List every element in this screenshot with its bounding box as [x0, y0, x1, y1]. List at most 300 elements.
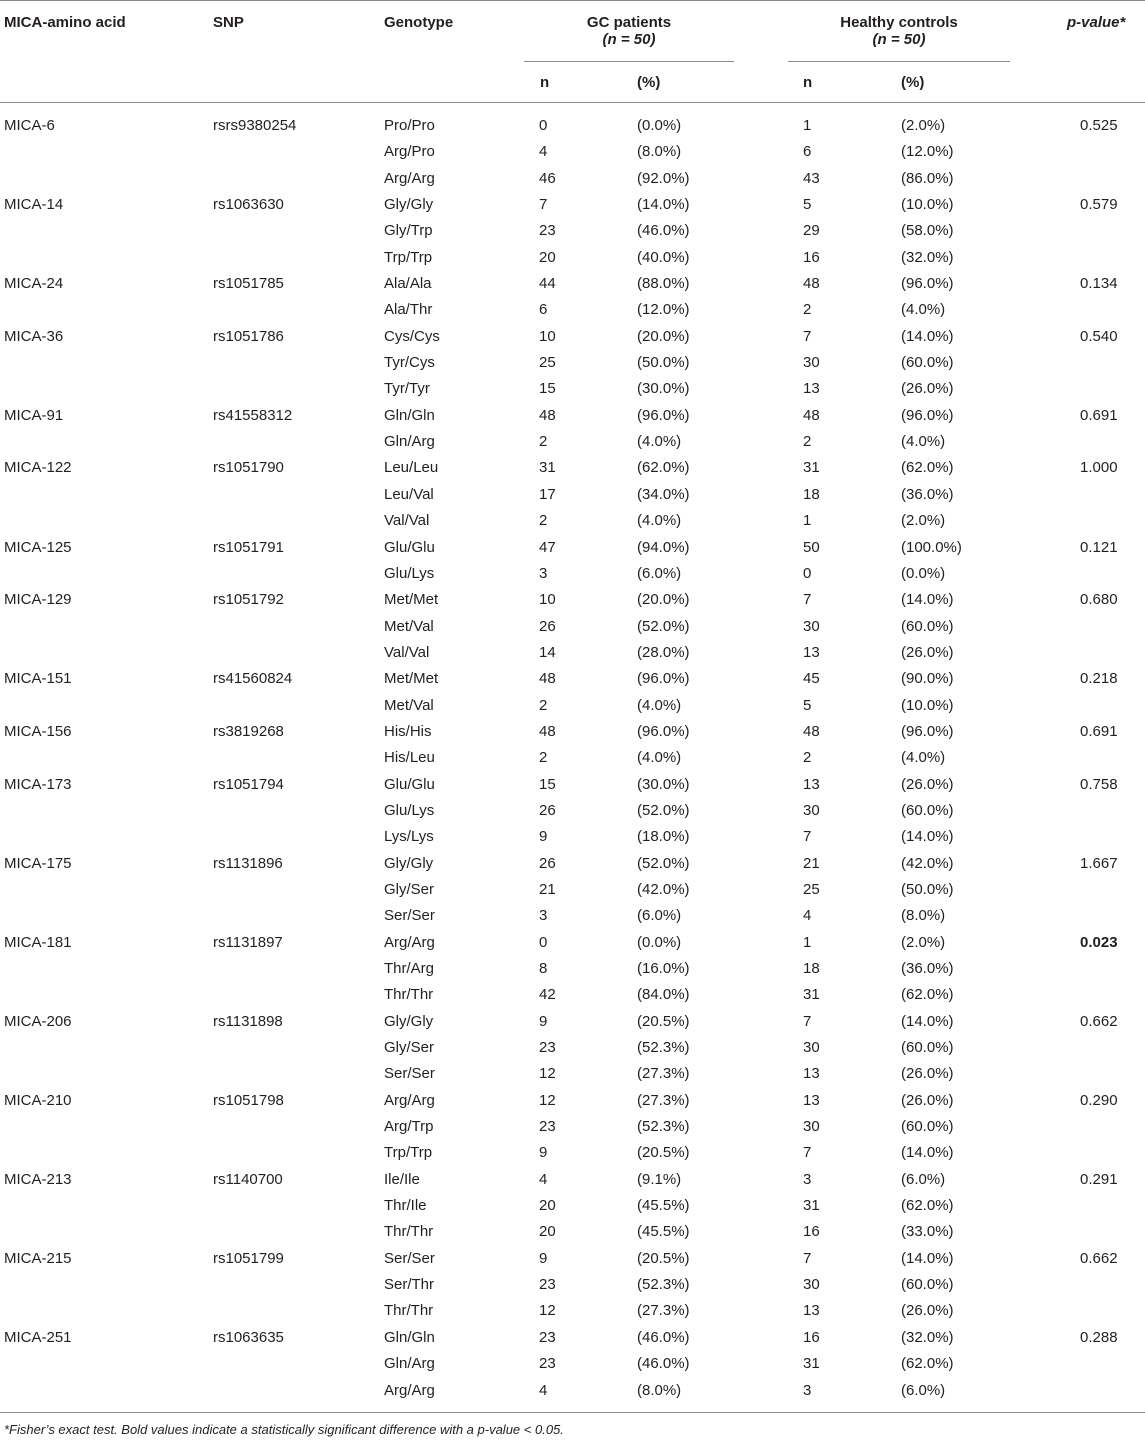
- cell-hc-pct: (26.0%): [901, 1065, 954, 1083]
- cell-gc-n: 6: [539, 301, 548, 319]
- cell-hc-n: 1: [803, 117, 812, 134]
- cell-gc-pct: (45.5%): [637, 1223, 690, 1241]
- cell-hc-pct: (12.0%): [901, 143, 954, 161]
- cell-amino-acid: MICA-251: [4, 1328, 72, 1346]
- cell-amino-acid: MICA-156: [4, 722, 72, 740]
- cell-genotype: Gly/Gly: [384, 1012, 434, 1030]
- cell-gc-pct: (92.0%): [637, 169, 690, 187]
- cell-hc-pct: (4.0%): [901, 749, 946, 767]
- cell-p-value: 0.288: [1080, 1328, 1118, 1346]
- cell-gc-pct: (84.0%): [637, 986, 690, 1004]
- cell-p-value: 0.121: [1080, 538, 1118, 556]
- header-gc-n: (n = 50): [602, 31, 656, 48]
- cell-amino-acid: MICA-173: [4, 775, 72, 793]
- cell-p-value: 1.000: [1080, 459, 1118, 477]
- subheader-hc-pct: (%): [901, 74, 925, 91]
- cell-hc-pct: (32.0%): [901, 248, 954, 266]
- table-row: [0, 535, 1145, 561]
- cell-gc-n: 3: [539, 564, 548, 582]
- cell-gc-n: 2: [539, 749, 548, 767]
- cell-hc-pct: (60.0%): [901, 801, 954, 819]
- cell-gc-n: 48: [539, 722, 556, 740]
- cell-gc-n: 47: [539, 538, 556, 556]
- cell-genotype: Met/Val: [384, 617, 434, 635]
- cell-hc-pct: (33.0%): [901, 1223, 954, 1241]
- cell-hc-pct: (26.0%): [901, 775, 954, 793]
- cell-gc-n: 2: [539, 512, 548, 530]
- cell-gc-pct: (46.0%): [637, 222, 690, 240]
- cell-hc-n: 31: [803, 986, 820, 1004]
- cell-gc-pct: (4.0%): [637, 749, 682, 767]
- cell-hc-n: 48: [803, 406, 820, 424]
- cell-snp: rs41558312: [213, 406, 293, 424]
- cell-gc-n: 9: [539, 828, 548, 846]
- table-row: [0, 1325, 1145, 1351]
- cell-hc-n: 43: [803, 169, 820, 187]
- cell-snp: rs1051792: [213, 591, 284, 609]
- table-row: [0, 1140, 1145, 1166]
- cell-genotype: Ala/Ala: [384, 275, 432, 293]
- cell-hc-pct: (14.0%): [901, 591, 954, 609]
- cell-genotype: Arg/Arg: [384, 933, 435, 951]
- cell-gc-pct: (4.0%): [637, 512, 682, 530]
- cell-hc-pct: (14.0%): [901, 1144, 954, 1162]
- cell-hc-n: 18: [803, 960, 820, 977]
- cell-gc-pct: (6.0%): [637, 907, 682, 925]
- table-row: [0, 113, 1145, 139]
- cell-gc-pct: (96.0%): [637, 670, 690, 688]
- cell-hc-pct: (58.0%): [901, 222, 954, 240]
- cell-snp: rsrs9380254: [213, 117, 297, 134]
- cell-hc-n: 21: [803, 854, 820, 872]
- cell-genotype: Arg/Trp: [384, 1118, 434, 1136]
- cell-gc-n: 20: [539, 1223, 556, 1241]
- header-gc-title: GC patients: [586, 14, 672, 31]
- cell-amino-acid: MICA-213: [4, 1170, 72, 1188]
- cell-hc-n: 1: [803, 933, 812, 951]
- table-row: [0, 324, 1145, 350]
- cell-hc-pct: (4.0%): [901, 433, 946, 451]
- cell-amino-acid: MICA-36: [4, 327, 64, 345]
- subheader-gc-n: n: [540, 74, 550, 91]
- cell-genotype: Thr/Ile: [384, 1197, 427, 1215]
- cell-hc-n: 31: [803, 459, 820, 477]
- cell-hc-pct: (60.0%): [901, 1276, 954, 1294]
- cell-genotype: Trp/Trp: [384, 1144, 433, 1162]
- table-row: [0, 851, 1145, 877]
- cell-genotype: Thr/Thr: [384, 986, 434, 1004]
- table-row: [0, 455, 1145, 481]
- cell-hc-pct: (14.0%): [901, 1012, 954, 1030]
- table-row: [0, 1061, 1145, 1087]
- table-row: [0, 429, 1145, 455]
- cell-gc-pct: (52.3%): [637, 1039, 690, 1057]
- table-row: [0, 982, 1145, 1008]
- cell-gc-n: 3: [539, 907, 548, 925]
- cell-gc-n: 42: [539, 986, 556, 1004]
- cell-hc-pct: (62.0%): [901, 1197, 954, 1215]
- table-top-rule: [0, 0, 1145, 1]
- cell-hc-n: 2: [803, 433, 812, 451]
- subheader-hc-n: n: [803, 74, 813, 91]
- cell-genotype: Gln/Arg: [384, 433, 435, 451]
- cell-hc-pct: (62.0%): [901, 1355, 954, 1373]
- cell-hc-n: 7: [803, 1144, 812, 1162]
- table-row: [0, 1351, 1145, 1377]
- cell-hc-pct: (96.0%): [901, 406, 954, 424]
- cell-p-value: 0.290: [1080, 1091, 1118, 1109]
- cell-hc-n: 18: [803, 485, 820, 503]
- cell-p-value: 0.662: [1080, 1249, 1118, 1267]
- cell-gc-pct: (34.0%): [637, 485, 690, 503]
- cell-gc-pct: (52.0%): [637, 854, 690, 872]
- cell-snp: rs1131896: [213, 854, 283, 872]
- cell-p-value: 1.667: [1080, 854, 1118, 872]
- cell-gc-n: 7: [539, 196, 548, 214]
- cell-gc-n: 46: [539, 169, 556, 187]
- header-gc-patients: [524, 14, 734, 48]
- cell-hc-n: 30: [803, 1039, 820, 1057]
- cell-p-value: 0.134: [1080, 275, 1118, 293]
- table-row: [0, 956, 1145, 982]
- table-row: [0, 376, 1145, 402]
- table-bottom-rule: [0, 1412, 1145, 1413]
- cell-gc-pct: (50.0%): [637, 354, 690, 372]
- cell-amino-acid: MICA-24: [4, 275, 64, 293]
- table-row: [0, 614, 1145, 640]
- cell-gc-pct: (46.0%): [637, 1328, 690, 1346]
- cell-gc-pct: (20.5%): [637, 1249, 690, 1267]
- header-hc-title: Healthy controls: [840, 14, 958, 31]
- cell-gc-n: 26: [539, 801, 556, 819]
- cell-gc-pct: (18.0%): [637, 828, 690, 846]
- cell-genotype: Glu/Glu: [384, 775, 435, 793]
- table-row: [0, 1193, 1145, 1219]
- cell-snp: rs3819268: [213, 722, 284, 740]
- cell-gc-pct: (40.0%): [637, 248, 690, 266]
- cell-gc-n: 4: [539, 1170, 548, 1188]
- header-snp: SNP: [213, 14, 244, 31]
- cell-hc-pct: (14.0%): [901, 327, 954, 345]
- cell-snp: rs1051799: [213, 1249, 284, 1267]
- cell-hc-pct: (2.0%): [901, 117, 946, 134]
- cell-hc-n: 13: [803, 380, 820, 398]
- cell-snp: rs1051790: [213, 459, 284, 477]
- cell-gc-n: 4: [539, 1381, 548, 1399]
- cell-gc-pct: (52.3%): [637, 1276, 690, 1294]
- table-row: [0, 640, 1145, 666]
- table-row: [0, 1009, 1145, 1035]
- cell-gc-n: 23: [539, 1118, 556, 1136]
- cell-hc-pct: (26.0%): [901, 1091, 954, 1109]
- cell-gc-n: 0: [539, 117, 548, 134]
- cell-genotype: Gly/Gly: [384, 196, 434, 214]
- cell-genotype: Tyr/Tyr: [384, 380, 430, 398]
- cell-genotype: Gly/Gly: [384, 854, 434, 872]
- cell-gc-pct: (45.5%): [637, 1197, 690, 1215]
- cell-gc-pct: (8.0%): [637, 1381, 682, 1399]
- cell-gc-pct: (27.3%): [637, 1091, 690, 1109]
- cell-gc-pct: (4.0%): [637, 696, 682, 714]
- cell-genotype: Trp/Trp: [384, 248, 433, 266]
- cell-hc-n: 13: [803, 1091, 820, 1109]
- cell-hc-n: 13: [803, 1065, 820, 1083]
- cell-hc-pct: (6.0%): [901, 1381, 946, 1399]
- cell-hc-pct: (60.0%): [901, 617, 954, 635]
- cell-snp: rs1063635: [213, 1328, 284, 1346]
- cell-hc-n: 48: [803, 275, 820, 293]
- cell-amino-acid: MICA-215: [4, 1249, 72, 1267]
- cell-genotype: Arg/Arg: [384, 169, 435, 187]
- cell-hc-pct: (32.0%): [901, 1328, 954, 1346]
- table-row: [0, 1378, 1145, 1404]
- table-row: [0, 1035, 1145, 1061]
- cell-hc-n: 31: [803, 1355, 820, 1373]
- table-row: [0, 403, 1145, 429]
- cell-gc-n: 20: [539, 248, 556, 266]
- cell-gc-n: 26: [539, 854, 556, 872]
- header-genotype: Genotype: [384, 14, 454, 31]
- cell-amino-acid: MICA-129: [4, 591, 72, 609]
- cell-hc-pct: (10.0%): [901, 196, 954, 214]
- cell-genotype: Gly/Ser: [384, 1039, 435, 1057]
- cell-hc-n: 6: [803, 143, 812, 161]
- table-row: [0, 482, 1145, 508]
- cell-gc-n: 31: [539, 459, 556, 477]
- cell-gc-n: 0: [539, 933, 548, 951]
- cell-gc-n: 21: [539, 880, 556, 898]
- cell-hc-n: 13: [803, 1302, 820, 1320]
- cell-genotype: Leu/Leu: [384, 459, 439, 477]
- cell-gc-n: 14: [539, 643, 556, 661]
- table-row: [0, 561, 1145, 587]
- cell-p-value: 0.579: [1080, 196, 1118, 214]
- cell-snp: rs1063630: [213, 196, 284, 214]
- cell-gc-pct: (20.5%): [637, 1012, 690, 1030]
- cell-snp: rs1051798: [213, 1091, 284, 1109]
- table-row: [0, 218, 1145, 244]
- gc-group-rule: [524, 61, 734, 62]
- cell-gc-pct: (0.0%): [637, 117, 682, 134]
- cell-gc-n: 17: [539, 485, 556, 503]
- cell-genotype: Cys/Cys: [384, 327, 440, 345]
- cell-p-value: 0.691: [1080, 722, 1118, 740]
- cell-hc-pct: (14.0%): [901, 828, 954, 846]
- table-row: [0, 1114, 1145, 1140]
- cell-genotype: Gly/Ser: [384, 880, 435, 898]
- cell-hc-n: 7: [803, 1249, 812, 1267]
- cell-hc-pct: (4.0%): [901, 301, 946, 319]
- cell-gc-pct: (12.0%): [637, 301, 690, 319]
- cell-gc-n: 2: [539, 433, 548, 451]
- cell-genotype: Thr/Arg: [384, 960, 435, 977]
- cell-hc-n: 30: [803, 1118, 820, 1136]
- cell-p-value: 0.540: [1080, 327, 1118, 345]
- cell-snp: rs1131897: [213, 933, 283, 951]
- cell-hc-n: 2: [803, 749, 812, 767]
- table-row: [0, 1246, 1145, 1272]
- cell-gc-pct: (14.0%): [637, 196, 690, 214]
- table-row: [0, 666, 1145, 692]
- table-footnote: *Fisher’s exact test. Bold values indicate a statistically significant difference with a p-value < 0.05.: [4, 1422, 564, 1437]
- cell-genotype: Gly/Trp: [384, 222, 433, 240]
- cell-hc-n: 29: [803, 222, 820, 240]
- cell-gc-n: 48: [539, 670, 556, 688]
- header-bottom-rule: [0, 102, 1145, 103]
- cell-gc-pct: (96.0%): [637, 406, 690, 424]
- cell-gc-pct: (27.3%): [637, 1065, 690, 1083]
- cell-gc-pct: (8.0%): [637, 143, 682, 161]
- cell-snp: rs1051786: [213, 327, 284, 345]
- table-row: [0, 824, 1145, 850]
- cell-genotype: Ser/Ser: [384, 1065, 435, 1083]
- cell-gc-pct: (20.0%): [637, 327, 690, 345]
- cell-gc-n: 4: [539, 143, 548, 161]
- cell-hc-n: 0: [803, 564, 812, 582]
- cell-genotype: Gln/Arg: [384, 1355, 435, 1373]
- cell-gc-n: 12: [539, 1065, 556, 1083]
- cell-amino-acid: MICA-6: [4, 117, 55, 134]
- cell-p-value: 0.758: [1080, 775, 1118, 793]
- cell-hc-n: 31: [803, 1197, 820, 1215]
- cell-hc-pct: (14.0%): [901, 1249, 954, 1267]
- cell-gc-n: 23: [539, 222, 556, 240]
- cell-snp: rs1051791: [213, 538, 284, 556]
- cell-gc-n: 25: [539, 354, 556, 372]
- cell-genotype: Gln/Gln: [384, 1328, 435, 1346]
- cell-gc-n: 26: [539, 617, 556, 635]
- cell-snp: rs41560824: [213, 670, 293, 688]
- cell-hc-n: 2: [803, 301, 812, 319]
- cell-hc-n: 45: [803, 670, 820, 688]
- cell-hc-n: 30: [803, 1276, 820, 1294]
- cell-hc-n: 7: [803, 591, 812, 609]
- cell-amino-acid: MICA-14: [4, 196, 64, 214]
- cell-hc-pct: (6.0%): [901, 1170, 946, 1188]
- cell-gc-n: 10: [539, 327, 556, 345]
- cell-gc-pct: (52.3%): [637, 1118, 690, 1136]
- cell-gc-pct: (52.0%): [637, 801, 690, 819]
- cell-hc-n: 50: [803, 538, 820, 556]
- table-row: [0, 903, 1145, 929]
- cell-hc-n: 7: [803, 828, 812, 846]
- cell-hc-pct: (26.0%): [901, 1302, 954, 1320]
- header-p-value: p-value*: [1067, 14, 1126, 31]
- cell-hc-n: 16: [803, 248, 820, 266]
- table-row: [0, 297, 1145, 323]
- table-row: [0, 693, 1145, 719]
- cell-hc-n: 5: [803, 196, 812, 214]
- cell-genotype: Ala/Thr: [384, 301, 433, 319]
- cell-hc-n: 7: [803, 1012, 812, 1030]
- cell-genotype: Gln/Gln: [384, 406, 435, 424]
- cell-hc-n: 16: [803, 1223, 820, 1241]
- cell-gc-pct: (27.3%): [637, 1302, 690, 1320]
- cell-gc-n: 23: [539, 1039, 556, 1057]
- cell-hc-n: 30: [803, 617, 820, 635]
- cell-genotype: Glu/Glu: [384, 538, 435, 556]
- cell-genotype: Arg/Arg: [384, 1381, 435, 1399]
- cell-gc-n: 23: [539, 1276, 556, 1294]
- cell-hc-pct: (86.0%): [901, 169, 954, 187]
- cell-genotype: Ser/Ser: [384, 907, 435, 925]
- cell-p-value: 0.291: [1080, 1170, 1118, 1188]
- cell-p-value: 0.218: [1080, 670, 1118, 688]
- cell-snp: rs1051785: [213, 275, 284, 293]
- cell-hc-n: 48: [803, 722, 820, 740]
- cell-genotype: Met/Met: [384, 591, 439, 609]
- cell-gc-n: 9: [539, 1012, 548, 1030]
- cell-genotype: Ser/Thr: [384, 1276, 435, 1294]
- cell-p-value: 0.525: [1080, 117, 1118, 134]
- subheader-gc-pct: (%): [637, 74, 661, 91]
- cell-hc-pct: (62.0%): [901, 459, 954, 477]
- cell-gc-n: 9: [539, 1249, 548, 1267]
- cell-amino-acid: MICA-181: [4, 933, 72, 951]
- cell-snp: rs1140700: [213, 1170, 283, 1188]
- cell-hc-n: 13: [803, 643, 820, 661]
- cell-hc-n: 16: [803, 1328, 820, 1346]
- cell-genotype: Glu/Lys: [384, 801, 435, 819]
- table-row: [0, 1088, 1145, 1114]
- cell-gc-pct: (30.0%): [637, 775, 690, 793]
- header-amino-acid: MICA-amino acid: [4, 14, 126, 31]
- table-row: [0, 350, 1145, 376]
- table-body: [0, 113, 1145, 1404]
- cell-gc-n: 23: [539, 1328, 556, 1346]
- cell-hc-pct: (42.0%): [901, 854, 954, 872]
- cell-hc-pct: (36.0%): [901, 485, 954, 503]
- table-row: [0, 1219, 1145, 1245]
- cell-genotype: Ser/Ser: [384, 1249, 435, 1267]
- cell-genotype: Met/Val: [384, 696, 434, 714]
- cell-gc-n: 23: [539, 1355, 556, 1373]
- cell-hc-n: 25: [803, 880, 820, 898]
- table-row: [0, 166, 1145, 192]
- table-row: [0, 719, 1145, 745]
- cell-genotype: Tyr/Cys: [384, 354, 435, 372]
- cell-gc-n: 8: [539, 960, 548, 977]
- cell-gc-n: 44: [539, 275, 556, 293]
- cell-genotype: Thr/Thr: [384, 1302, 434, 1320]
- cell-gc-pct: (94.0%): [637, 538, 690, 556]
- cell-hc-pct: (8.0%): [901, 907, 946, 925]
- cell-gc-pct: (42.0%): [637, 880, 690, 898]
- cell-hc-pct: (2.0%): [901, 512, 946, 530]
- table-row: [0, 271, 1145, 297]
- cell-hc-pct: (10.0%): [901, 696, 954, 714]
- cell-gc-pct: (16.0%): [637, 960, 690, 977]
- cell-p-value: 0.691: [1080, 406, 1118, 424]
- cell-gc-pct: (30.0%): [637, 380, 690, 398]
- cell-hc-pct: (62.0%): [901, 986, 954, 1004]
- cell-hc-n: 30: [803, 354, 820, 372]
- cell-gc-pct: (0.0%): [637, 933, 682, 951]
- cell-hc-pct: (26.0%): [901, 643, 954, 661]
- table-row: [0, 772, 1145, 798]
- table-row: [0, 1167, 1145, 1193]
- header-hc-n: (n = 50): [872, 31, 926, 48]
- cell-genotype: Ile/Ile: [384, 1170, 420, 1188]
- cell-gc-n: 48: [539, 406, 556, 424]
- cell-hc-pct: (100.0%): [901, 538, 962, 556]
- cell-amino-acid: MICA-210: [4, 1091, 72, 1109]
- cell-hc-n: 3: [803, 1170, 812, 1188]
- cell-hc-pct: (60.0%): [901, 1118, 954, 1136]
- table-row: [0, 798, 1145, 824]
- table-row: [0, 1298, 1145, 1324]
- table-row: [0, 139, 1145, 165]
